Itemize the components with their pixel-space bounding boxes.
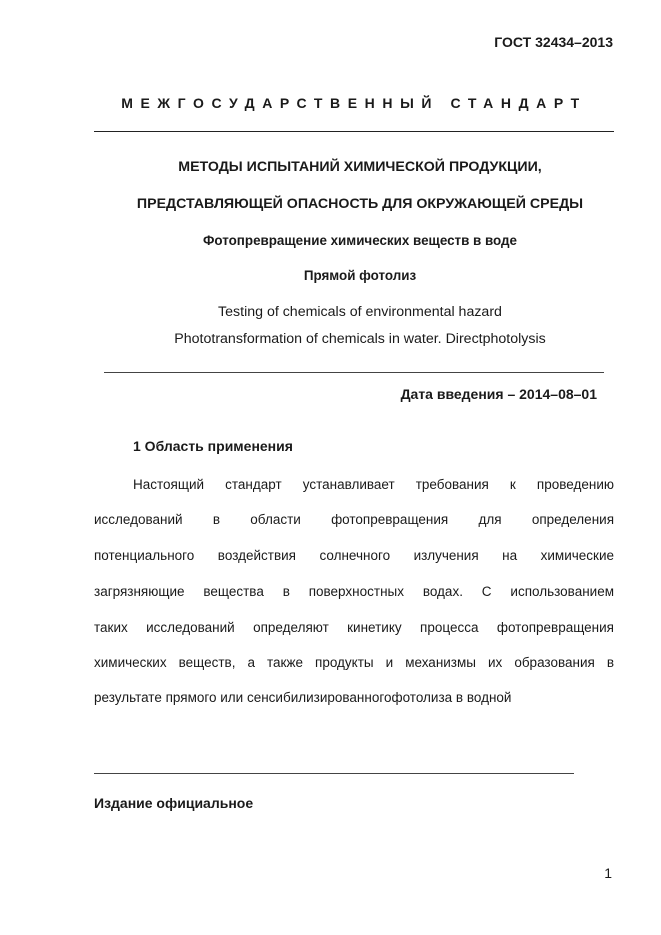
paragraph-line: химических веществ, а также продукты и механизмы их образования в [94, 655, 614, 670]
section-heading: 1 Область применения [133, 438, 293, 454]
title-line-1: МЕТОДЫ ИСПЫТАНИЙ ХИМИЧЕСКОЙ ПРОДУКЦИИ, [178, 159, 542, 175]
footnote-divider [94, 773, 574, 774]
edition-label: Издание официальное [94, 795, 254, 811]
paragraph-line: таких исследований определяют кинетику процесса фотопревращения [94, 620, 614, 635]
paragraph-line: Настоящий стандарт устанавливает требования к проведению [133, 477, 614, 492]
paragraph-line: результате прямого или сенсибилизированногофотолиза в водной [94, 690, 512, 705]
page-number: 1 [604, 865, 612, 881]
paragraph-line: загрязняющие вещества в поверхностных водах. С использованием [94, 584, 614, 599]
english-title-line-2: Phototransformation of chemicals in water. Directphotolysis [174, 331, 546, 347]
title-line-2: ПРЕДСТАВЛЯЮЩЕЙ ОПАСНОСТЬ ДЛЯ ОКРУЖАЮЩЕЙ СРЕДЫ [136, 196, 584, 212]
paragraph-line: потенциального воздействия солнечного излучения на химические [94, 548, 614, 563]
top-divider [94, 131, 614, 132]
introduction-date: Дата введения – 2014–08–01 [400, 386, 597, 402]
standard-type-heading: МЕЖГОСУДАРСТВЕННЫЙ СТАНДАРТ [121, 95, 587, 111]
title-divider [104, 372, 604, 373]
subtitle-line-1: Фотопревращение химических веществ в воде [202, 233, 518, 248]
subtitle-line-2: Прямой фотолиз [303, 268, 417, 283]
english-title-line-1: Testing of chemicals of environmental hazard [218, 304, 502, 320]
paragraph-line: исследований в области фотопревращения для определения [94, 512, 614, 527]
standard-number: ГОСТ 32434–2013 [494, 34, 613, 50]
